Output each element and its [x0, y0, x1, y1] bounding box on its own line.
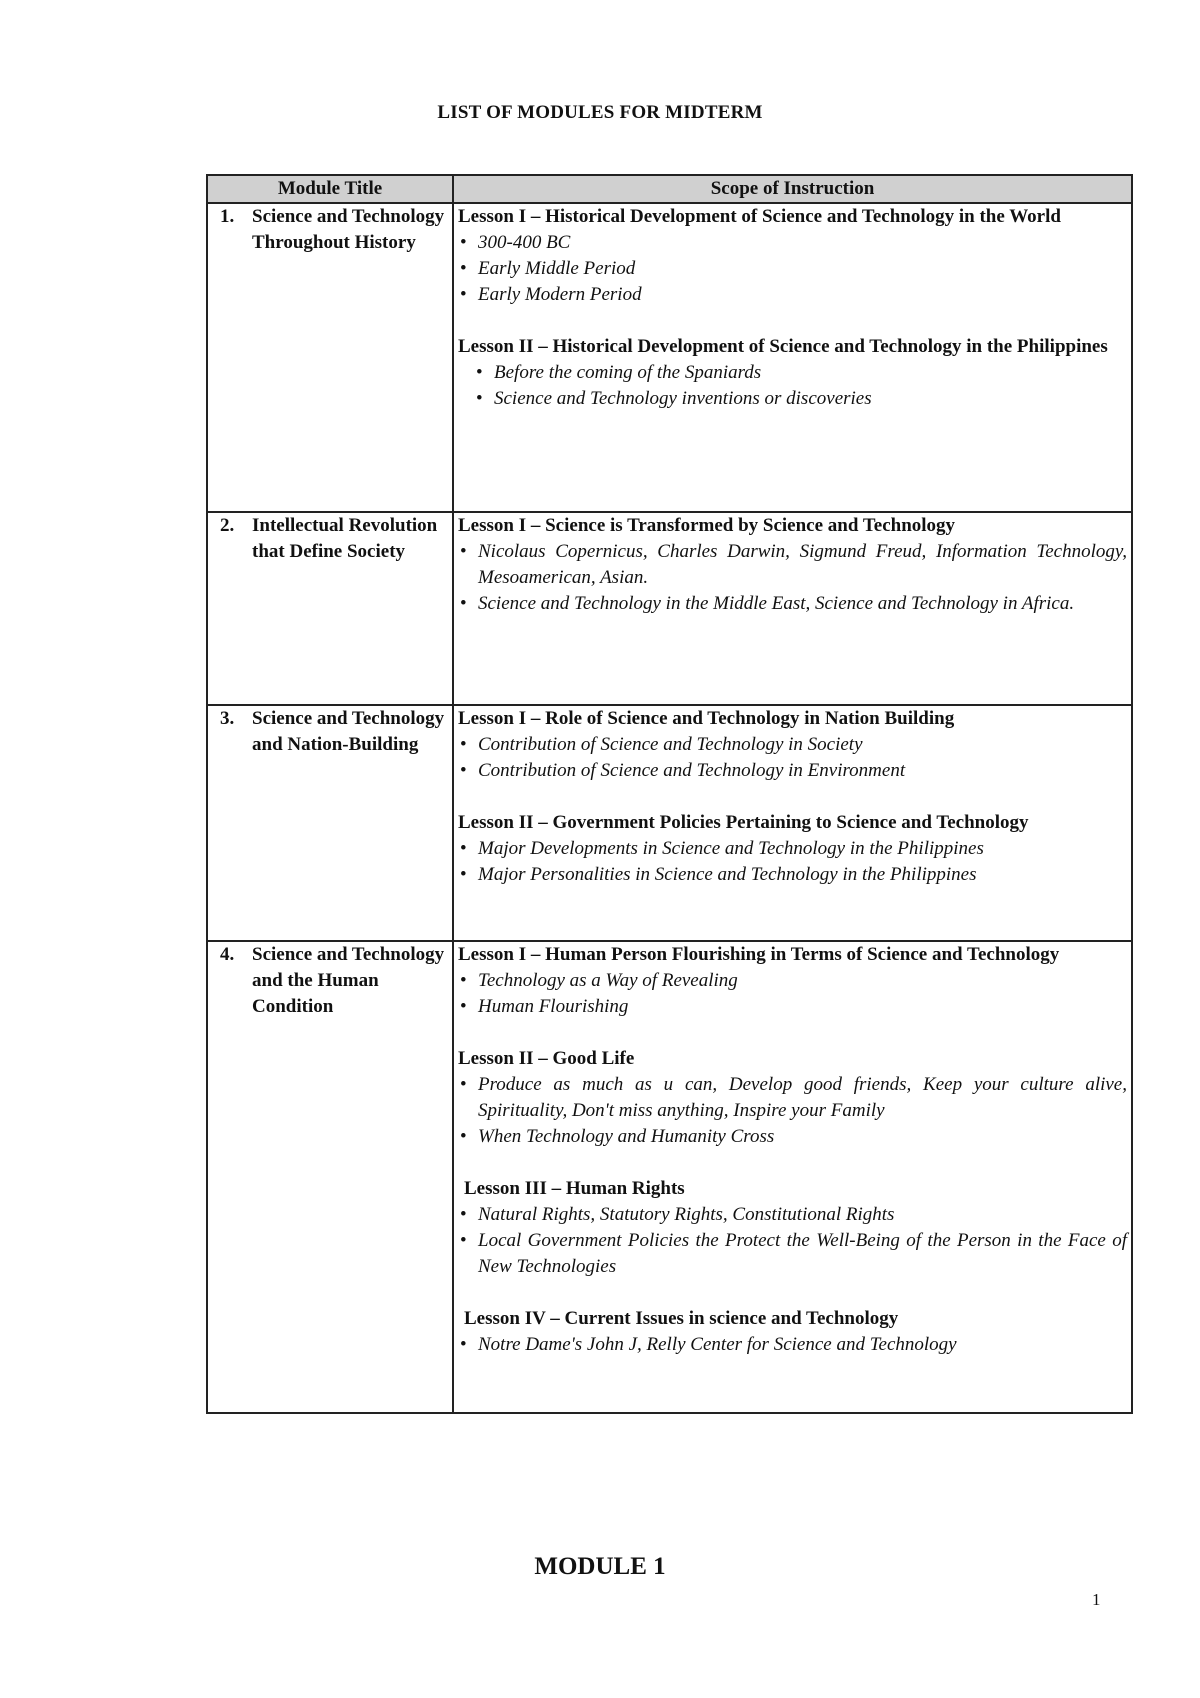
lesson-item: • Human Flourishing [458, 994, 1127, 1020]
module-title-cell [207, 705, 453, 941]
module-heading: MODULE 1 [534, 1553, 666, 1580]
module-number: 2. [220, 515, 235, 536]
lesson-heading: Lesson III – Human Rights [464, 1178, 685, 1199]
lesson-item: • When Technology and Humanity Cross [458, 1124, 1127, 1150]
lesson-item: • Early Modern Period [458, 282, 1127, 308]
lesson-item: • Science and Technology in the Middle East, Science and Technology in Africa. [458, 591, 1127, 617]
modules-table [206, 174, 1133, 1414]
scope-cell [453, 512, 1132, 705]
module-title-cell [207, 203, 453, 512]
module-title: Science and Technology and the Human Condition [252, 944, 445, 1017]
lesson-item: • Major Personalities in Science and Technology in the Philippines [458, 862, 1127, 888]
table-row [207, 941, 1132, 1413]
document-title: LIST OF MODULES FOR MIDTERM [437, 102, 763, 123]
lesson-item: • Major Developments in Science and Technology in the Philippines [458, 836, 1127, 862]
lesson-item: • Early Middle Period [458, 256, 1127, 282]
lesson-item: • Before the coming of the Spaniards [474, 360, 1127, 386]
table-row [207, 203, 1132, 512]
lesson-heading: Lesson II – Historical Development of Science and Technology in the Philippines [458, 336, 1108, 357]
module-title-cell [207, 512, 453, 705]
lesson-heading: Lesson IV – Current Issues in science and Technology [464, 1308, 899, 1329]
lesson-heading: Lesson II – Government Policies Pertaining to Science and Technology [458, 812, 1029, 833]
module-title: Intellectual Revolution that Define Society [252, 515, 438, 562]
lesson-heading: Lesson I – Science is Transformed by Science and Technology [458, 515, 956, 536]
module-number: 1. [220, 206, 235, 227]
lesson-heading: Lesson I – Historical Development of Science and Technology in the World [458, 206, 1061, 227]
lesson-item: • Technology as a Way of Revealing [458, 968, 1127, 994]
lesson-item: • Produce as much as u can, Develop good friends, Keep your culture alive, Spirituality, Don't miss anything, Inspire your Family [458, 1072, 1127, 1124]
lesson-item: • Contribution of Science and Technology in Society [458, 732, 1127, 758]
table-row [207, 512, 1132, 705]
lesson-heading: Lesson I – Human Person Flourishing in Terms of Science and Technology [458, 944, 1060, 965]
lesson-item: • Contribution of Science and Technology in Environment [458, 758, 1127, 784]
scope-cell [453, 941, 1132, 1413]
lesson-heading: Lesson II – Good Life [458, 1048, 635, 1069]
lesson-item: • Notre Dame's John J, Relly Center for Science and Technology [458, 1332, 1127, 1358]
lesson-heading: Lesson I – Role of Science and Technology in Nation Building [458, 708, 955, 729]
lesson-item: • Natural Rights, Statutory Rights, Constitutional Rights [458, 1202, 1127, 1228]
header-scope-of-instruction: Scope of Instruction [453, 175, 1132, 203]
module-title: Science and Technology Throughout History [252, 206, 445, 253]
table-row [207, 705, 1132, 941]
module-title-cell [207, 941, 453, 1413]
module-title: Science and Technology and Nation-Building [252, 708, 445, 755]
lesson-item: • Science and Technology inventions or discoveries [474, 386, 1127, 412]
header-module-title: Module Title [207, 175, 453, 203]
module-number: 3. [220, 708, 235, 729]
lesson-item: • Local Government Policies the Protect the Well-Being of the Person in the Face of New Technologies [458, 1228, 1127, 1280]
table-header-row [207, 175, 1132, 203]
lesson-item: • 300-400 BC [458, 230, 1127, 256]
page-number: 1 [1092, 1590, 1101, 1609]
scope-cell [453, 705, 1132, 941]
lesson-item: • Nicolaus Copernicus, Charles Darwin, Sigmund Freud, Information Technology, Mesoamerican, Asian. [458, 539, 1127, 591]
module-number: 4. [220, 944, 235, 965]
scope-cell [453, 203, 1132, 512]
